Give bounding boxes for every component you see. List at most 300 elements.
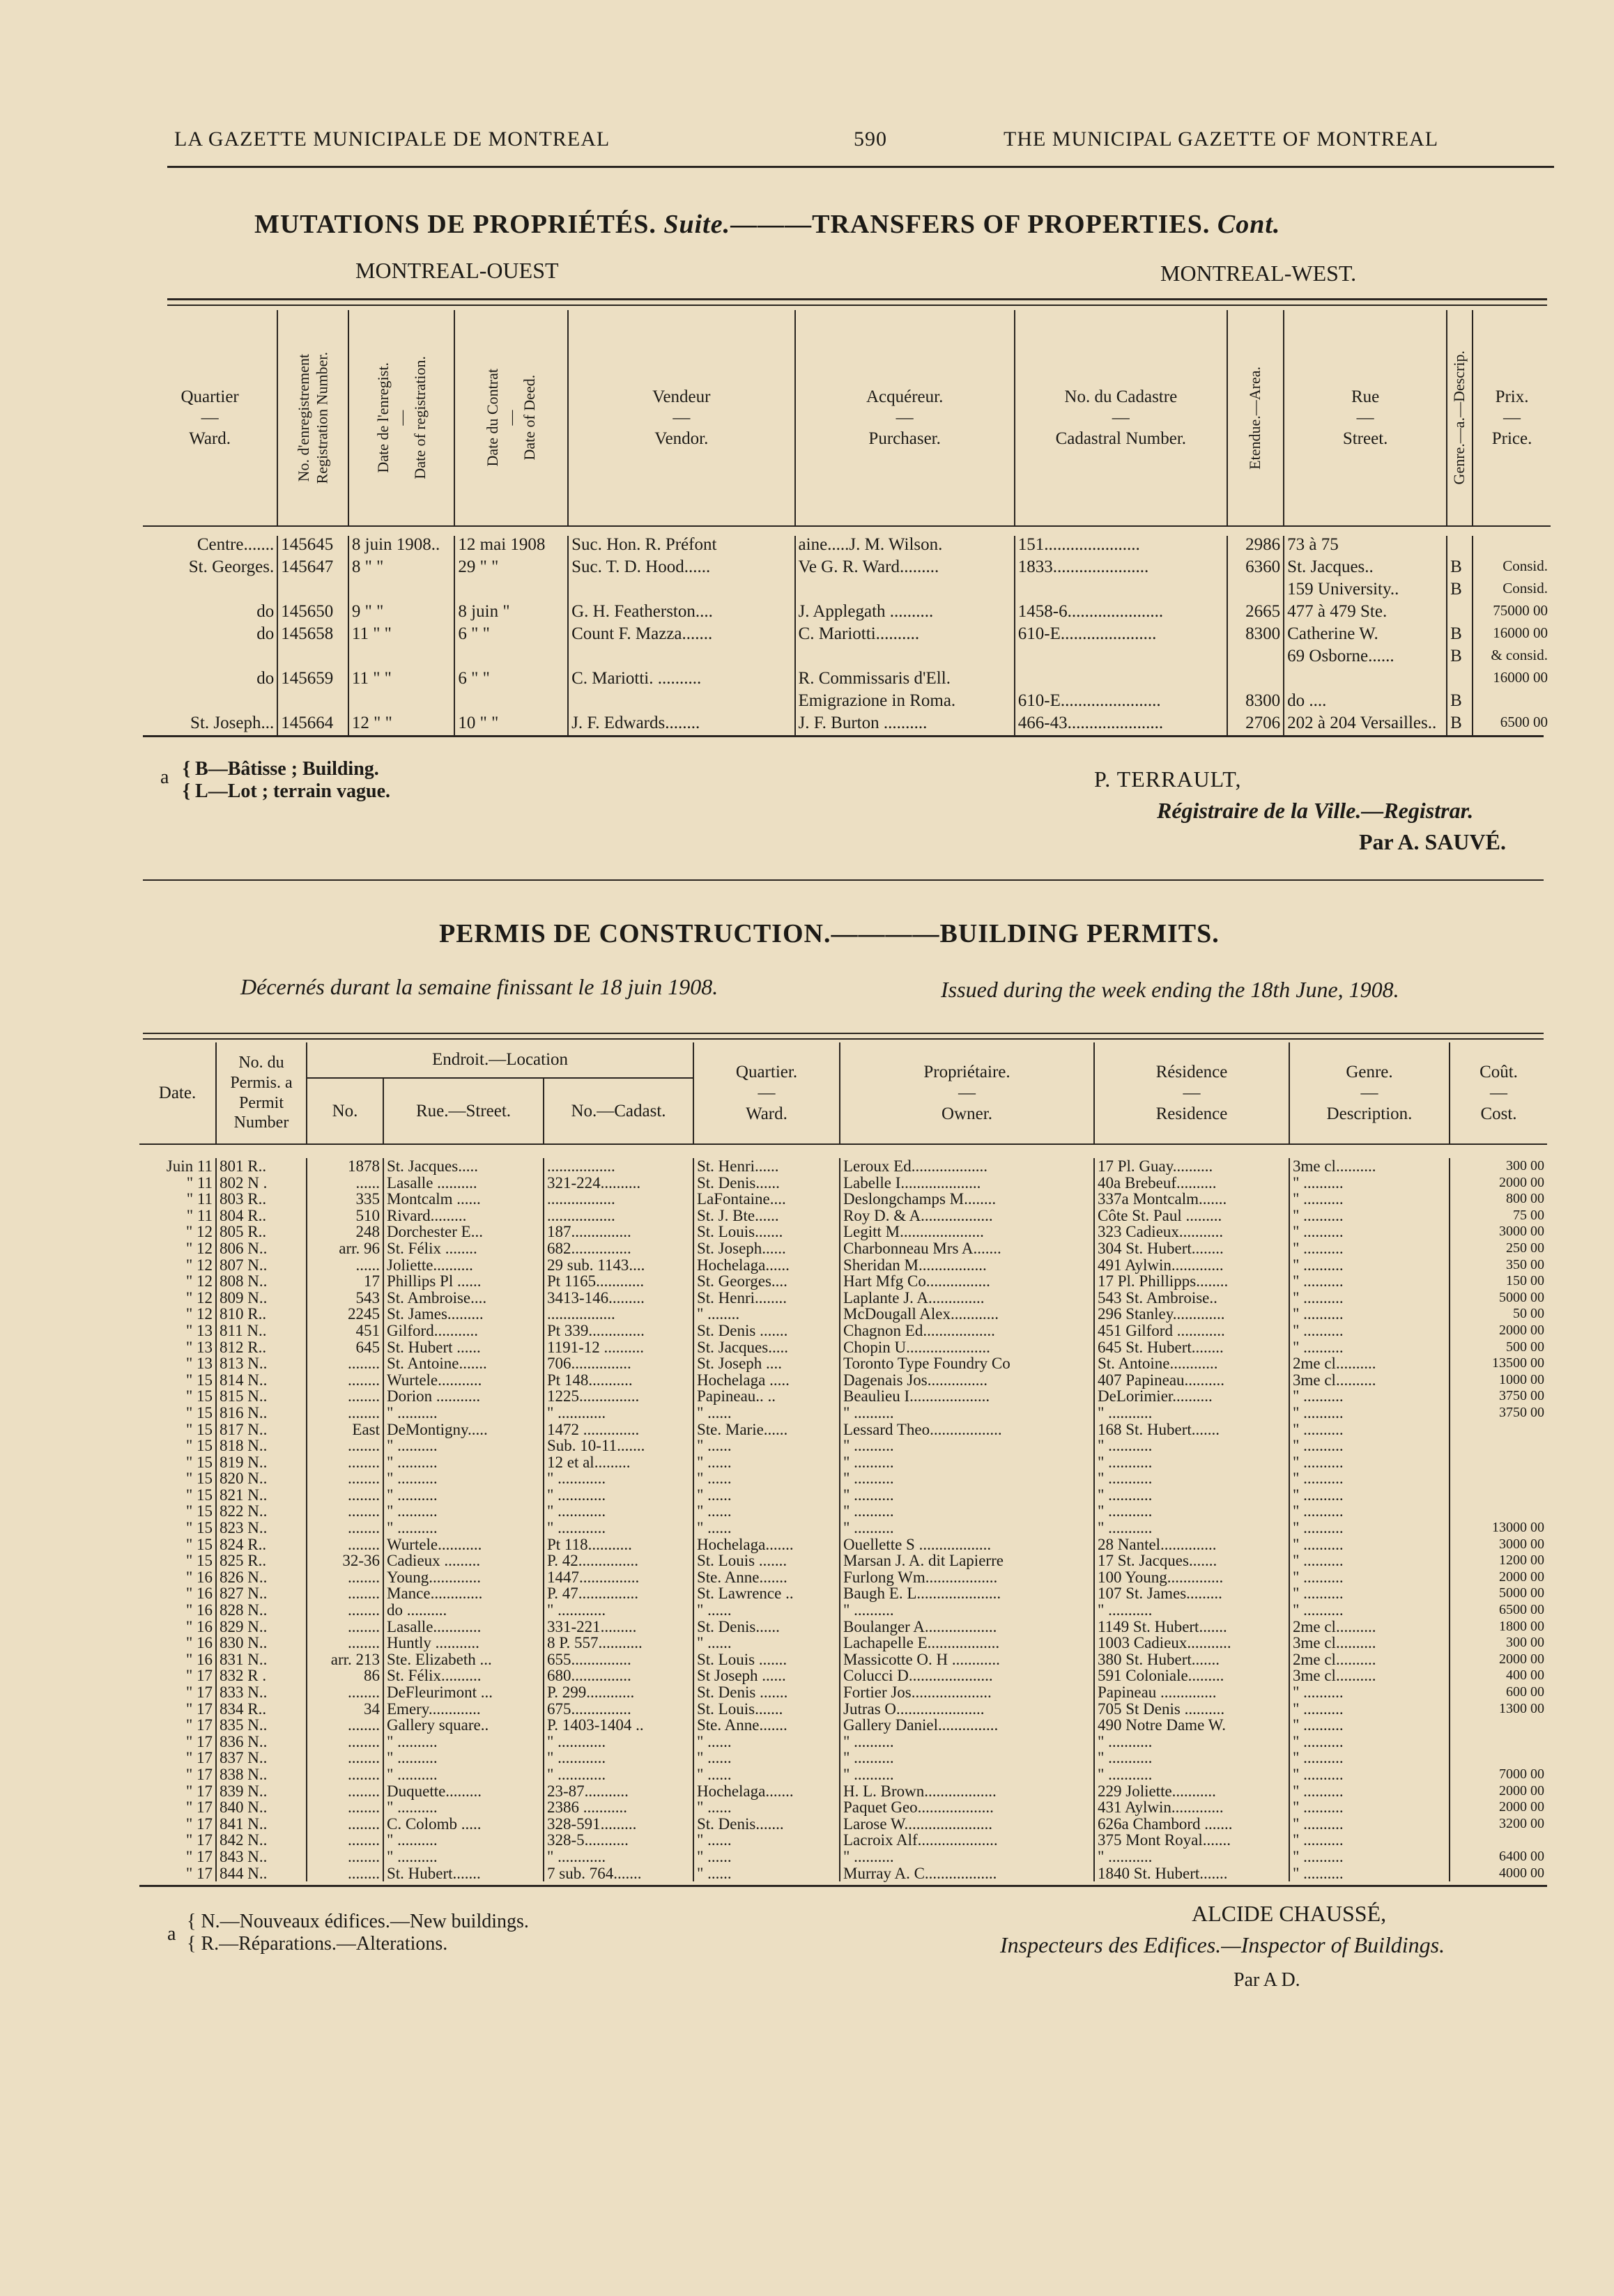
cell-date: " 17 bbox=[185, 1700, 213, 1718]
cell-permit: 833 N.. bbox=[216, 1684, 307, 1701]
cell-owner: Hart Mfg Co................ bbox=[840, 1273, 1094, 1290]
cell-res: 407 Papineau.......... bbox=[1094, 1372, 1289, 1389]
cell-date: " 16 bbox=[185, 1634, 213, 1652]
cell-cost: 13000 00 bbox=[1450, 1520, 1547, 1536]
cell-cadast: 29 sub. 1143.... bbox=[544, 1257, 693, 1274]
cell-no: ........ bbox=[307, 1799, 383, 1816]
cell-cadast: 655............... bbox=[544, 1651, 693, 1668]
table-row bbox=[139, 1323, 1547, 1339]
cell-permit: 821 N.. bbox=[216, 1487, 307, 1504]
cell-cadast: 706............... bbox=[544, 1355, 693, 1372]
cell-street: DeMontigny..... bbox=[383, 1421, 544, 1438]
cell-ward: Centre....... bbox=[197, 535, 275, 554]
header-rule bbox=[167, 166, 1554, 168]
cell-ward: " ...... bbox=[693, 1832, 840, 1849]
cell-no: ........ bbox=[307, 1503, 383, 1520]
cell-date: " 16 bbox=[185, 1568, 213, 1586]
cell-ward: Hochelaga...... bbox=[693, 1257, 840, 1274]
cell-dreg bbox=[348, 647, 455, 670]
cell-dcon: 10 " " bbox=[454, 714, 568, 737]
table-row bbox=[139, 1734, 1547, 1750]
cell-owner: McDougall Alex............ bbox=[840, 1306, 1094, 1323]
cell-genre: " .......... bbox=[1289, 1536, 1450, 1553]
cell-cadastre: 151...................... bbox=[1015, 536, 1227, 558]
cell-cadast: P. 1403-1404 .. bbox=[544, 1717, 693, 1734]
cell-cost bbox=[1450, 1454, 1547, 1471]
cell-no: ........ bbox=[307, 1438, 383, 1454]
cell-ward: " ...... bbox=[693, 1865, 840, 1882]
table-row bbox=[143, 536, 1551, 558]
cell-permit: 818 N.. bbox=[216, 1438, 307, 1454]
cell-ward: " ...... bbox=[693, 1405, 840, 1421]
table-row bbox=[139, 1208, 1547, 1224]
cell-res: " ........... bbox=[1094, 1438, 1289, 1454]
cell-no: 645 bbox=[307, 1339, 383, 1356]
cell-cadast: P. 42............... bbox=[544, 1553, 693, 1569]
cell-cost: 500 00 bbox=[1450, 1339, 1547, 1356]
cell-no: ........ bbox=[307, 1487, 383, 1504]
cell-cost: 5000 00 bbox=[1450, 1290, 1547, 1307]
cell-no: ........ bbox=[307, 1355, 383, 1372]
cell-purchaser: R. Commissaris d'Ell. bbox=[795, 670, 1015, 692]
cell-genre: " .......... bbox=[1289, 1257, 1450, 1274]
cell-street: " .......... bbox=[383, 1470, 544, 1487]
cell-genre: B bbox=[1447, 714, 1473, 737]
table-row bbox=[139, 1536, 1547, 1553]
cell-street: C. Colomb ..... bbox=[383, 1816, 544, 1833]
cell-street: Gilford........... bbox=[383, 1323, 544, 1339]
cell-street: St. Hubert....... bbox=[383, 1865, 544, 1882]
cell-date: " 16 bbox=[185, 1585, 213, 1603]
cell-area bbox=[1227, 580, 1284, 603]
col-registration: No. d'enregistrement Registration Number. bbox=[277, 310, 348, 526]
cell-ward: St. Georges. bbox=[188, 557, 275, 576]
cell-cost bbox=[1450, 1421, 1547, 1438]
mutations-title-en: TRANSFERS OF PROPERTIES. bbox=[812, 210, 1210, 239]
table-row bbox=[139, 1503, 1547, 1520]
cell-genre: 2me cl.......... bbox=[1289, 1651, 1450, 1668]
cell-cadast: 682............... bbox=[544, 1240, 693, 1257]
mutations-table bbox=[143, 310, 1551, 737]
cell-street: St. Jacques.. bbox=[1284, 558, 1447, 580]
cell-date: " 15 bbox=[185, 1387, 213, 1405]
cell-cadast: " ............ bbox=[544, 1849, 693, 1865]
cell-cost: 6500 00 bbox=[1450, 1602, 1547, 1619]
cell-genre: 2me cl.......... bbox=[1289, 1355, 1450, 1372]
cell-cadast: " ............ bbox=[544, 1602, 693, 1619]
cell-permit: 840 N.. bbox=[216, 1799, 307, 1816]
cell-owner: " .......... bbox=[840, 1503, 1094, 1520]
cell-street: Mance............. bbox=[383, 1585, 544, 1602]
cell-date: Juin 11 bbox=[166, 1157, 213, 1175]
cell-owner: Massicotte O. H ............ bbox=[840, 1651, 1094, 1668]
cell-res: 17 St. Jacques....... bbox=[1094, 1553, 1289, 1569]
cell-res: 304 St. Hubert........ bbox=[1094, 1240, 1289, 1257]
cell-date: " 13 bbox=[185, 1338, 213, 1356]
cell-res: 323 Cadieux........... bbox=[1094, 1224, 1289, 1240]
cell-res: Papineau .............. bbox=[1094, 1684, 1289, 1701]
cell-no: arr. 96 bbox=[307, 1240, 383, 1257]
cell-date: " 15 bbox=[185, 1437, 213, 1455]
cell-genre: " .......... bbox=[1289, 1701, 1450, 1718]
cell-ward: " ...... bbox=[693, 1602, 840, 1619]
cell-permit: 838 N.. bbox=[216, 1766, 307, 1783]
cell-owner: " .......... bbox=[840, 1454, 1094, 1471]
cell-street: 202 à 204 Versailles.. bbox=[1284, 714, 1447, 737]
cell-date: " 11 bbox=[186, 1190, 213, 1208]
cell-reg: 145650 bbox=[277, 603, 348, 625]
cell-cost: 1000 00 bbox=[1450, 1372, 1547, 1389]
cell-genre: B bbox=[1447, 580, 1473, 603]
cell-res: " ........... bbox=[1094, 1503, 1289, 1520]
mutations-cont: Cont. bbox=[1217, 210, 1281, 239]
cell-vendor: Suc. Hon. R. Préfont bbox=[568, 536, 794, 558]
cell-genre: B bbox=[1447, 647, 1473, 670]
cell-cost bbox=[1450, 1487, 1547, 1504]
col-price: Prix. — Price. bbox=[1473, 310, 1551, 526]
mutations-legend-b: { B—Bâtisse ; Building. bbox=[183, 758, 379, 780]
cell-street: Young............. bbox=[383, 1569, 544, 1586]
cell-ward: St. Louis....... bbox=[693, 1701, 840, 1718]
table-row bbox=[139, 1438, 1547, 1454]
cell-cost: 2000 00 bbox=[1450, 1323, 1547, 1339]
cell-ward: St. Louis ....... bbox=[693, 1651, 840, 1668]
cell-owner: Colucci D..................... bbox=[840, 1667, 1094, 1684]
cell-no: 248 bbox=[307, 1224, 383, 1240]
cell-genre: " .......... bbox=[1289, 1832, 1450, 1849]
cell-owner: Lachapelle E.................. bbox=[840, 1635, 1094, 1651]
cell-no: ........ bbox=[307, 1536, 383, 1553]
table-row bbox=[139, 1651, 1547, 1668]
cell-cost: 2000 00 bbox=[1450, 1569, 1547, 1586]
cell-dcon: 8 juin " bbox=[454, 603, 568, 625]
table-row bbox=[139, 1175, 1547, 1192]
table-row bbox=[139, 1684, 1547, 1701]
cell-genre: " .......... bbox=[1289, 1717, 1450, 1734]
cell-cadast: 12 et al......... bbox=[544, 1454, 693, 1471]
cell-cadast: Pt 148........... bbox=[544, 1372, 693, 1389]
cell-genre: " .......... bbox=[1289, 1569, 1450, 1586]
cell-genre: " .......... bbox=[1289, 1208, 1450, 1224]
col-cadast: No.—Cadast. bbox=[544, 1078, 693, 1144]
cell-dcon: 6 " " bbox=[454, 670, 568, 692]
mutations-sig-title: Régistraire de la Ville.—Registrar. bbox=[1157, 798, 1474, 823]
cell-res: 107 St. James......... bbox=[1094, 1585, 1289, 1602]
cell-street: Lasalle .......... bbox=[383, 1175, 544, 1192]
permits-table bbox=[139, 1042, 1547, 1881]
cell-street: " .......... bbox=[383, 1438, 544, 1454]
cell-vendor bbox=[568, 580, 794, 603]
table-row bbox=[139, 1405, 1547, 1421]
cell-genre: " .......... bbox=[1289, 1405, 1450, 1421]
cell-purchaser: aine.....J. M. Wilson. bbox=[795, 536, 1015, 558]
cell-cost: 6400 00 bbox=[1450, 1849, 1547, 1865]
cell-ward: St. Henri........ bbox=[693, 1290, 840, 1307]
cell-street: Montcalm ...... bbox=[383, 1191, 544, 1208]
cell-res: 431 Aylwin............. bbox=[1094, 1799, 1289, 1816]
cell-ward: St. J. Bte...... bbox=[693, 1208, 840, 1224]
cell-cadastre bbox=[1015, 580, 1227, 603]
cell-cadast: " ............ bbox=[544, 1734, 693, 1750]
table-row bbox=[143, 647, 1551, 670]
cell-area: 2665 bbox=[1227, 603, 1284, 625]
cell-cadast: 1191-12 .......... bbox=[544, 1339, 693, 1356]
cell-owner: H. L. Brown.................. bbox=[840, 1783, 1094, 1800]
cell-date: " 15 bbox=[185, 1420, 213, 1438]
cell-owner: " .......... bbox=[840, 1487, 1094, 1504]
cell-permit: 830 N.. bbox=[216, 1635, 307, 1651]
cell-res: " ........... bbox=[1094, 1734, 1289, 1750]
table-row bbox=[139, 1816, 1547, 1833]
cell-price: 6500 00 bbox=[1473, 714, 1551, 737]
cell-res: 591 Coloniale......... bbox=[1094, 1667, 1289, 1684]
cell-dcon: 12 mai 1908 bbox=[454, 536, 568, 558]
cell-reg: 145659 bbox=[277, 670, 348, 692]
cell-genre: " .......... bbox=[1289, 1602, 1450, 1619]
col-cadastre: No. du Cadastre — Cadastral Number. bbox=[1015, 310, 1227, 526]
cell-permit: 811 N.. bbox=[216, 1323, 307, 1339]
cell-cadast: 675............... bbox=[544, 1701, 693, 1718]
cell-genre: 3me cl.......... bbox=[1289, 1667, 1450, 1684]
cell-street: Emery............. bbox=[383, 1701, 544, 1718]
cell-date: " 15 bbox=[185, 1403, 213, 1421]
cell-permit: 816 N.. bbox=[216, 1405, 307, 1421]
cell-cadast: " ............ bbox=[544, 1503, 693, 1520]
table-row bbox=[139, 1240, 1547, 1257]
cell-res: St. Antoine............ bbox=[1094, 1355, 1289, 1372]
cell-permit: 841 N.. bbox=[216, 1816, 307, 1833]
cell-owner: Lessard Theo.................. bbox=[840, 1421, 1094, 1438]
table-row bbox=[139, 1635, 1547, 1651]
cell-res: " ........... bbox=[1094, 1602, 1289, 1619]
cell-dreg: 12 " " bbox=[348, 714, 455, 737]
cell-cost bbox=[1450, 1438, 1547, 1454]
cell-area: 2986 bbox=[1227, 536, 1284, 558]
cell-genre: " .......... bbox=[1289, 1191, 1450, 1208]
cell-owner: Gallery Daniel............... bbox=[840, 1717, 1094, 1734]
permits-sig-name: ALCIDE CHAUSSÉ, bbox=[1192, 1901, 1387, 1926]
cell-genre: " .......... bbox=[1289, 1503, 1450, 1520]
spacer-row bbox=[139, 1144, 1547, 1158]
cell-date: " 16 bbox=[185, 1650, 213, 1668]
cell-cadast: 8 P. 557........... bbox=[544, 1635, 693, 1651]
cell-owner: Deslongchamps M........ bbox=[840, 1191, 1094, 1208]
cell-date: " 17 bbox=[185, 1831, 213, 1849]
cell-no: 543 bbox=[307, 1290, 383, 1307]
cell-date: " 12 bbox=[185, 1288, 213, 1307]
cell-permit: 812 R.. bbox=[216, 1339, 307, 1356]
cell-owner: Leroux Ed................... bbox=[840, 1158, 1094, 1175]
cell-date: " 13 bbox=[185, 1321, 213, 1339]
cell-no: ........ bbox=[307, 1405, 383, 1421]
cell-owner: Dagenais Jos............... bbox=[840, 1372, 1094, 1389]
cell-cadast: 1225............... bbox=[544, 1388, 693, 1405]
col-permit: No. du Permis. a Permit Number bbox=[216, 1042, 307, 1144]
cell-street: Huntly ........... bbox=[383, 1635, 544, 1651]
mutations-legend-a: a bbox=[160, 766, 169, 788]
cell-genre: " .......... bbox=[1289, 1750, 1450, 1766]
cell-cost: 50 00 bbox=[1450, 1306, 1547, 1323]
cell-date: " 12 bbox=[185, 1223, 213, 1241]
cell-owner: Fortier Jos.................... bbox=[840, 1684, 1094, 1701]
cell-no: ........ bbox=[307, 1585, 383, 1602]
cell-date: " 12 bbox=[185, 1239, 213, 1257]
mutations-dash: ——— bbox=[730, 210, 813, 239]
cell-dreg: 8 " " bbox=[348, 558, 455, 580]
cell-street: St. Jacques..... bbox=[383, 1158, 544, 1175]
cell-permit: 803 R.. bbox=[216, 1191, 307, 1208]
cell-ward bbox=[143, 692, 277, 714]
cell-no: ........ bbox=[307, 1783, 383, 1800]
cell-dreg bbox=[348, 580, 455, 603]
cell-street: 73 à 75 bbox=[1284, 536, 1447, 558]
cell-street: " .......... bbox=[383, 1520, 544, 1536]
cell-ward: " ...... bbox=[693, 1454, 840, 1471]
cell-vendor bbox=[568, 692, 794, 714]
cell-no: 1878 bbox=[307, 1158, 383, 1175]
cell-permit: 808 N.. bbox=[216, 1273, 307, 1290]
cell-ward: St. Denis ....... bbox=[693, 1684, 840, 1701]
cell-owner: Sheridan M................. bbox=[840, 1257, 1094, 1274]
cell-area: 2706 bbox=[1227, 714, 1284, 737]
cell-res: 40a Brebeuf.......... bbox=[1094, 1175, 1289, 1192]
cell-permit: 817 N.. bbox=[216, 1421, 307, 1438]
cell-date: " 17 bbox=[185, 1732, 213, 1750]
cell-ward: St. Jacques..... bbox=[693, 1339, 840, 1356]
cell-dcon bbox=[454, 692, 568, 714]
cell-owner: Larose W...................... bbox=[840, 1816, 1094, 1833]
cell-street: DeFleurimont ... bbox=[383, 1684, 544, 1701]
page-number: 590 bbox=[854, 128, 887, 151]
cell-genre: " .......... bbox=[1289, 1306, 1450, 1323]
cell-date: " 15 bbox=[185, 1519, 213, 1537]
cell-no: ........ bbox=[307, 1684, 383, 1701]
cell-reg bbox=[277, 692, 348, 714]
cell-cost bbox=[1450, 1470, 1547, 1487]
cell-street: Joliette.......... bbox=[383, 1257, 544, 1274]
table-row bbox=[139, 1470, 1547, 1487]
cell-res: 375 Mont Royal....... bbox=[1094, 1832, 1289, 1849]
col-date: Date. bbox=[139, 1042, 216, 1144]
cell-date: " 17 bbox=[185, 1716, 213, 1734]
cell-purchaser: J. Applegath .......... bbox=[795, 603, 1015, 625]
cell-owner: " .......... bbox=[840, 1766, 1094, 1783]
permits-issued-fr: Décernés durant la semaine finissant le 18 juin 1908. bbox=[240, 974, 718, 999]
table-row bbox=[139, 1158, 1547, 1175]
cell-cadastre: 610-E...................... bbox=[1015, 625, 1227, 647]
cell-street: Gallery square.. bbox=[383, 1717, 544, 1734]
cell-ward: St. Joseph... bbox=[190, 714, 275, 732]
cell-no: ........ bbox=[307, 1602, 383, 1619]
cell-cost: 5000 00 bbox=[1450, 1585, 1547, 1602]
cell-genre: " .......... bbox=[1289, 1470, 1450, 1487]
mutations-subtitle-en: MONTREAL-WEST. bbox=[1160, 261, 1357, 286]
col-location: Endroit.—Location bbox=[307, 1042, 693, 1078]
col-purchaser: Acquéreur. — Purchaser. bbox=[795, 310, 1015, 526]
table-row bbox=[139, 1191, 1547, 1208]
cell-ward: " ...... bbox=[693, 1503, 840, 1520]
cell-genre: " .......... bbox=[1289, 1438, 1450, 1454]
cell-permit: 810 R.. bbox=[216, 1306, 307, 1323]
cell-no: ........ bbox=[307, 1520, 383, 1536]
cell-ward: St. Louis ....... bbox=[693, 1553, 840, 1569]
cell-cadast: 321-224.......... bbox=[544, 1175, 693, 1192]
table-row bbox=[139, 1273, 1547, 1290]
header-right: THE MUNICIPAL GAZETTE OF MONTREAL bbox=[1004, 128, 1439, 151]
cell-res: " ........... bbox=[1094, 1487, 1289, 1504]
cell-cadastre: 466-43...................... bbox=[1015, 714, 1227, 737]
cell-ward: St. Denis...... bbox=[693, 1619, 840, 1635]
cell-cadast: " ............ bbox=[544, 1520, 693, 1536]
cell-cadast: ................. bbox=[544, 1208, 693, 1224]
cell-permit: 801 R.. bbox=[216, 1158, 307, 1175]
cell-date: " 17 bbox=[185, 1864, 213, 1882]
table-row bbox=[143, 714, 1551, 737]
cell-genre: " .......... bbox=[1289, 1323, 1450, 1339]
cell-permit: 842 N.. bbox=[216, 1832, 307, 1849]
cell-ward: Hochelaga....... bbox=[693, 1536, 840, 1553]
table-row bbox=[139, 1585, 1547, 1602]
cell-cadast: 1447............... bbox=[544, 1569, 693, 1586]
cell-cost: 2000 00 bbox=[1450, 1799, 1547, 1816]
cell-street bbox=[1284, 670, 1447, 692]
cell-cadast: " ............ bbox=[544, 1470, 693, 1487]
cell-street: 477 à 479 Ste. bbox=[1284, 603, 1447, 625]
table-row bbox=[139, 1619, 1547, 1635]
cell-cost bbox=[1450, 1503, 1547, 1520]
cell-owner: Lacroix Alf.................... bbox=[840, 1832, 1094, 1849]
cell-no: East bbox=[307, 1421, 383, 1438]
cell-res: " ........... bbox=[1094, 1520, 1289, 1536]
cell-genre: " .......... bbox=[1289, 1849, 1450, 1865]
cell-owner: Labelle I.................... bbox=[840, 1175, 1094, 1192]
cell-ward: St. Louis....... bbox=[693, 1224, 840, 1240]
cell-purchaser bbox=[795, 647, 1015, 670]
cell-cost: 400 00 bbox=[1450, 1667, 1547, 1684]
cell-genre: " .......... bbox=[1289, 1684, 1450, 1701]
cell-date: " 12 bbox=[185, 1305, 213, 1323]
cell-cadast: Pt 1165............ bbox=[544, 1273, 693, 1290]
cell-genre: " .......... bbox=[1289, 1585, 1450, 1602]
cell-vendor: Count F. Mazza....... bbox=[568, 625, 794, 647]
cell-res: 451 Gilford ............ bbox=[1094, 1323, 1289, 1339]
cell-ward: Ste. Anne....... bbox=[693, 1717, 840, 1734]
cell-no: 32-36 bbox=[307, 1553, 383, 1569]
cell-res: " ........... bbox=[1094, 1766, 1289, 1783]
cell-date: " 17 bbox=[185, 1749, 213, 1767]
cell-genre: " .......... bbox=[1289, 1273, 1450, 1290]
cell-genre: B bbox=[1447, 558, 1473, 580]
mutations-sig-par: Par A. SAUVÉ. bbox=[1359, 829, 1506, 854]
cell-genre: " .......... bbox=[1289, 1816, 1450, 1833]
cell-cost: 7000 00 bbox=[1450, 1766, 1547, 1783]
cell-dreg: 8 juin 1908.. bbox=[348, 536, 455, 558]
cell-cost: 1800 00 bbox=[1450, 1619, 1547, 1635]
cell-purchaser: Ve G. R. Ward......... bbox=[795, 558, 1015, 580]
mutations-title bbox=[254, 209, 1280, 240]
cell-date: " 11 bbox=[186, 1173, 213, 1192]
cell-date: " 12 bbox=[185, 1272, 213, 1290]
permits-legend-r: { R.—Réparations.—Alterations. bbox=[187, 1933, 448, 1955]
cell-owner: Laplante J. A.............. bbox=[840, 1290, 1094, 1307]
cell-genre: " .......... bbox=[1289, 1224, 1450, 1240]
cell-cadast: 328-591......... bbox=[544, 1816, 693, 1833]
table-row bbox=[139, 1799, 1547, 1816]
cell-cadastre: 610-E....................... bbox=[1015, 692, 1227, 714]
cell-cost: 2000 00 bbox=[1450, 1175, 1547, 1192]
cell-ward: do bbox=[256, 669, 275, 688]
cell-permit: 835 N.. bbox=[216, 1717, 307, 1734]
